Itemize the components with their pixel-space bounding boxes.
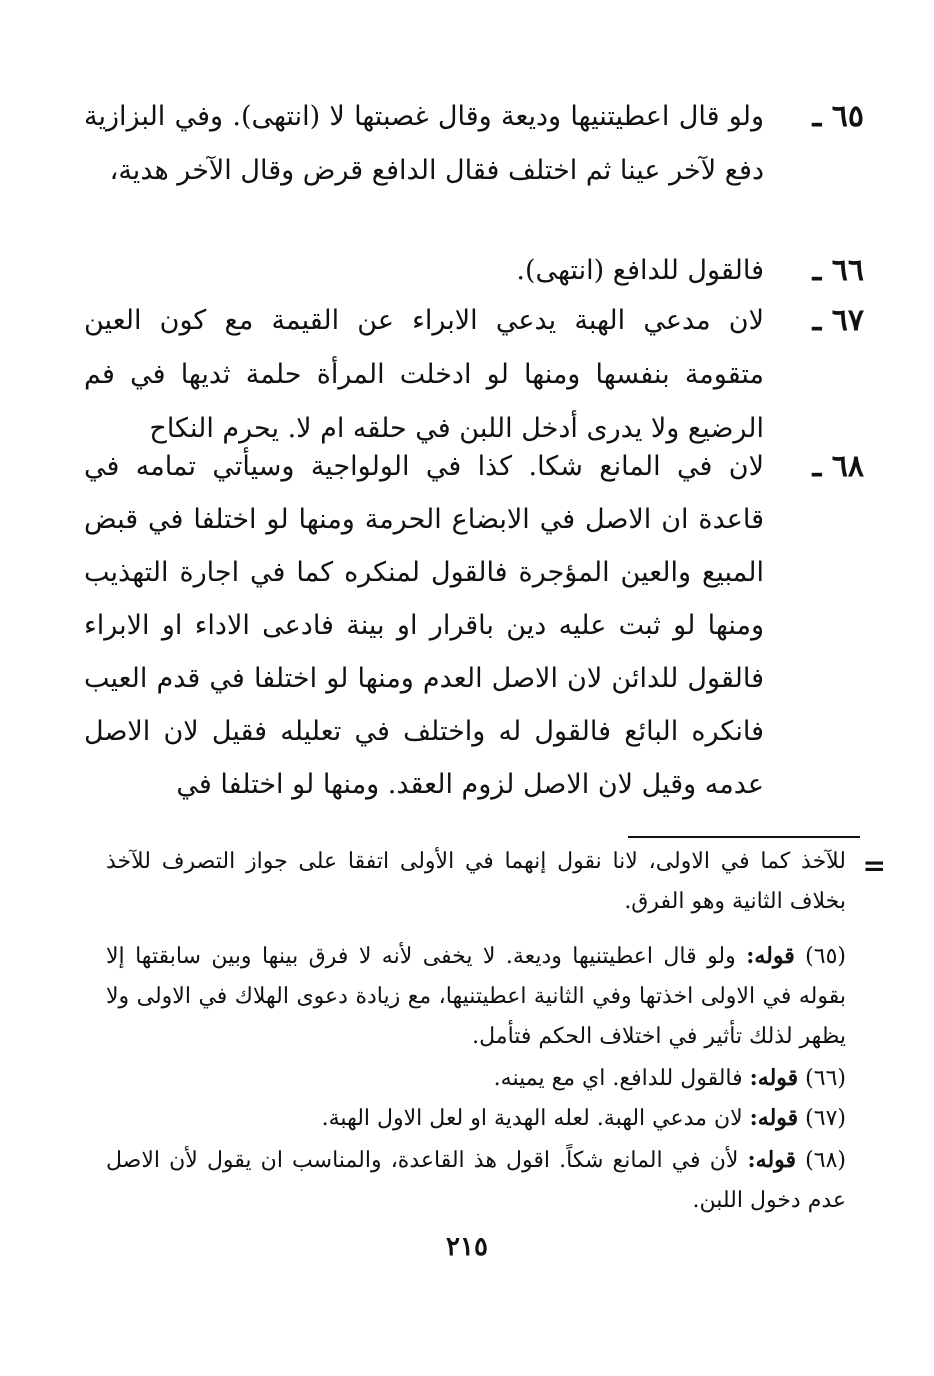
footnote-text: لأن في المانع شكاً. اقول هذ القاعدة، والمناسب ان يقول لأن الاصل عدم دخول اللبن.	[106, 1148, 846, 1213]
footnote-text: فالقول للدافع. اي مع يمينه.	[493, 1066, 743, 1091]
footnote-number: (٦٧)	[805, 1106, 846, 1131]
footnote-68	[106, 1140, 846, 1221]
entry-67	[84, 294, 864, 456]
entry-65	[84, 90, 864, 198]
entry-text: لان في المانع شكا. كذا في الولواجية وسيأتي تمامه في قاعدة ان الاصل في الابضاع الحرمة ومنها لو اختلفا في قبض المبيع والعين المؤجرة فالقول لمنكره كما في اجارة التهذيب ومنها لو ثبت عليه دين باقرار او بينة فادعى الاداء او الابراء فالقول للدائن لان الاصل العدم ومنها لو اختلفا في قدم العيب فانكره البائع فالقول له واختلف في تعليله فقيل لان الاصل عدمه وقيل لان الاصل لزوم العقد. ومنها لو اختلفا في	[84, 451, 764, 800]
entry-68	[84, 440, 864, 811]
footnote-number: (٦٨)	[805, 1148, 846, 1173]
footnote-number: (٦٦)	[805, 1066, 846, 1091]
entry-66	[84, 244, 864, 298]
footnote-label: قوله:	[747, 1147, 797, 1173]
footnote-text: ولو قال اعطيتنيها وديعة. لا يخفى لأنه لا فرق بينها وبين سابقتها إلا بقوله في الاولى اخذتها وفي الثانية اعطيتنيها، مع زيادة دعوى الهلاك في الاولى ولا يظهر لذلك تأثير في اختلاف الحكم فتأمل.	[106, 944, 846, 1049]
footnote-number: (٦٥)	[805, 944, 846, 969]
entry-text: فالقول للدافع (انتهى).	[516, 255, 764, 286]
footnote-67	[106, 1098, 846, 1139]
footnote-label: قوله:	[746, 943, 795, 969]
footnote-separator	[628, 836, 860, 838]
entry-number: ٦٨ ـ	[812, 449, 864, 484]
footnote-65	[106, 936, 846, 1057]
entry-number: ٦٦ ـ	[812, 253, 864, 288]
entry-text: ولو قال اعطيتنيها وديعة وقال غصبتها لا (انتهى). وفي البزازية دفع لآخر عينا ثم اختلف فقال الدافع قرض وقال الآخر هدية،	[84, 101, 764, 186]
entry-number: ٦٥ ـ	[812, 99, 864, 134]
entry-text: لان مدعي الهبة يدعي الابراء عن القيمة مع كون العين متقومة بنفسها ومنها لو ادخلت المرأة حلمة ثديها في فم الرضيع ولا يدرى أدخل اللبن في حلقه ام لا. يحرم النكاح	[84, 305, 764, 444]
footnote-label: قوله:	[749, 1105, 799, 1131]
footnote-66	[106, 1058, 846, 1099]
footnote-text: لان مدعي الهبة. لعله الهدية او لعل الاول الهبة.	[321, 1106, 743, 1131]
footnote-continuation-mark: =	[862, 849, 886, 882]
footnote-continuation: للآخذ كما في الاولى، لانا نقول إنهما في الأولى اتفقا على جواز التصرف للآخذ بخلاف الثانية وهو الفرق.	[106, 849, 846, 914]
footnote-label: قوله:	[749, 1065, 799, 1091]
page-number: ٢١٥	[446, 1232, 488, 1262]
entry-number: ٦٧ ـ	[812, 303, 864, 338]
